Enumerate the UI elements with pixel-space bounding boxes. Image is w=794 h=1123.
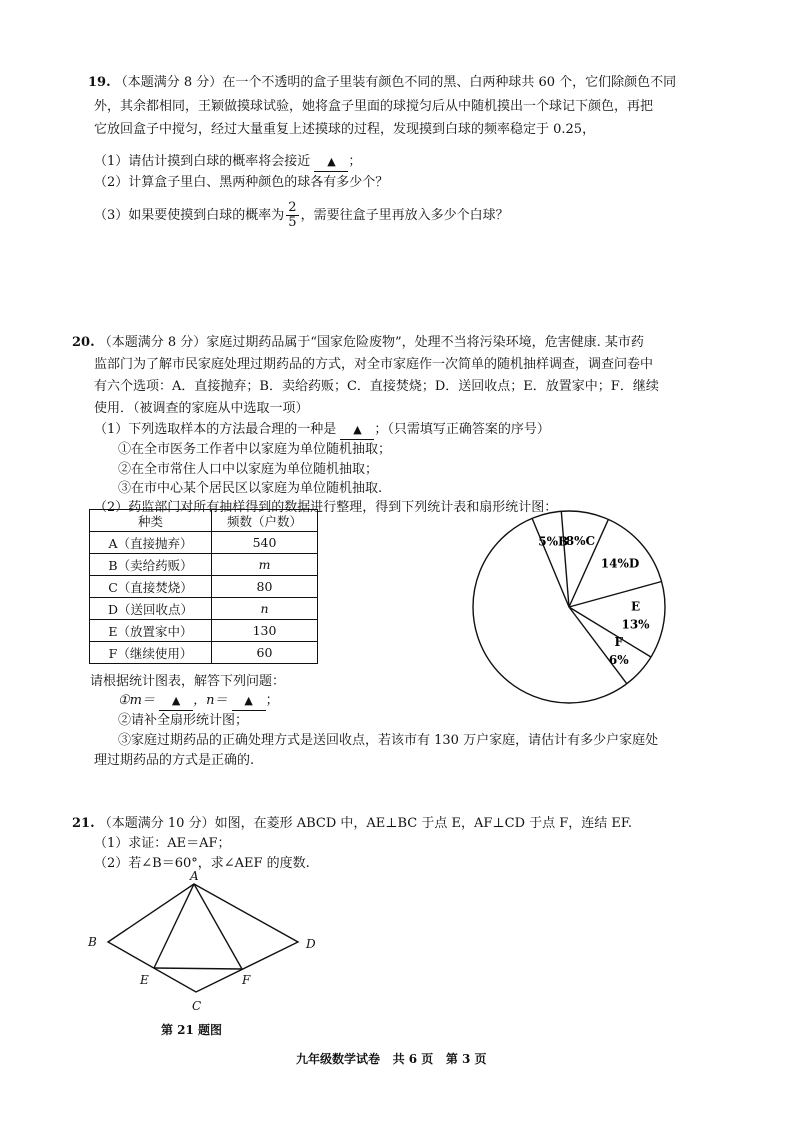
table-row (90, 642, 318, 664)
q19-fraction (286, 201, 298, 230)
q21-part2: （2）若∠B＝60°，求∠AEF 的度数. (94, 856, 310, 871)
q19-part2: （2）计算盒子里白、黑两种颜色的球各有多少个？ (94, 175, 389, 190)
label-b: B (88, 935, 97, 949)
table-cell: m (212, 554, 318, 576)
m-answer-blank[interactable]: ▲ (159, 692, 193, 711)
table-cell: n (212, 598, 318, 620)
page-footer (296, 1050, 487, 1068)
q20-sub2: ②请补全扇形统计图； (118, 713, 249, 728)
q19-part1-end: ； (348, 154, 362, 169)
q21-line-1 (72, 815, 632, 833)
q20-sub3-2: 理过期药品的方式是正确的. (94, 753, 255, 768)
q20-stem-1: 家庭过期药品属于“国家危险废物”，处理不当将污染环境，危害健康. 某市药 (206, 335, 644, 350)
table-cell: B（卖给药贩） (90, 554, 212, 576)
q19-stem-3: 它放回盒子中搅匀，经过大量重复上述摸球的过程，发现摸到白球的频率稳定于 0.25， (94, 122, 596, 137)
pie-label-b: 5%B (538, 534, 569, 549)
table-cell: 60 (212, 642, 318, 664)
q21-number: 21. (72, 816, 95, 831)
q20-answer-blank[interactable]: ▲ (340, 421, 374, 440)
q20-option-1: ①在全市医务工作者中以家庭为单位随机抽取； (118, 442, 392, 457)
label-f: F (242, 973, 251, 987)
table-header-freq: 频数（户数） (212, 510, 318, 532)
table-row (90, 532, 318, 554)
q20-number: 20. (72, 335, 95, 350)
table-cell: 540 (212, 532, 318, 554)
pie-percent-e: 13% (621, 617, 650, 632)
table-cell: D（送回收点） (90, 598, 212, 620)
q19-part1 (94, 153, 361, 172)
figure-caption: 第 21 题图 (161, 1023, 223, 1037)
q19-part3-post: ，需要往盒子里再放入多少个白球？ (300, 208, 509, 223)
q21-part1: （1）求证：AE＝AF； (94, 836, 231, 851)
q20-part1-note: ；（只需填写正确答案的序号） (374, 422, 550, 437)
table-header-type: 种类 (90, 510, 212, 532)
q21-stem: 如图，在菱形 ABCD 中，AE⊥BC 于点 E，AF⊥CD 于点 F，连结 EF. (214, 816, 633, 831)
label-c: C (192, 999, 202, 1013)
q20-sub1-end: ； (265, 693, 279, 708)
fraction-denominator: 5 (288, 215, 297, 230)
footer-subject: 九年级数学试卷 (296, 1052, 381, 1066)
q20-part1 (94, 421, 550, 440)
label-e: E (140, 973, 149, 987)
table-row (90, 554, 318, 576)
table-cell: A（直接抛弃） (90, 532, 212, 554)
q19-part3 (94, 198, 509, 234)
q20-sub1-n: ，n＝ (193, 693, 228, 708)
segment-ae (154, 884, 194, 968)
fraction-numerator: 2 (288, 200, 297, 215)
q20-stem-2: 监部门为了解市民家庭处理过期药品的方式，对全市家庭作一次简单的随机抽样调查，调查问卷中 (94, 357, 654, 372)
pie-label-e: E (630, 599, 641, 614)
rhombus-figure (84, 868, 324, 1018)
q20-sub1-m: ①m＝ (118, 693, 155, 708)
q20-line-1 (72, 334, 644, 352)
q20-stem-4: 使用．（被调查的家庭从中选取一项） (94, 401, 309, 416)
table-cell: C（直接焚烧） (90, 576, 212, 598)
frequency-table (89, 509, 318, 664)
label-d: D (306, 937, 316, 951)
q19-score: （本题满分 8 分） (114, 75, 223, 90)
table-header-row (90, 510, 318, 532)
pie-chart (458, 510, 678, 710)
footer-page: 第 3 页 (445, 1052, 487, 1066)
q19-part1-text: （1）请估计摸到白球的概率将会接近 (94, 154, 311, 169)
label-a: A (190, 869, 199, 883)
table-row (90, 598, 318, 620)
q20-part1-text: （1）下列选取样本的方法最合理的一种是 (94, 422, 337, 437)
q20-follow: 请根据统计图表，解答下列问题： (90, 674, 286, 689)
q20-score: （本题满分 8 分） (98, 335, 207, 350)
q20-part2: （2）药监部门对所有抽样得到的数据进行整理，得到下列统计表和扇形统计图： (94, 500, 558, 515)
q19-stem-2: 外，其余都相同，王颖做摸球试验，她将盒子里面的球搅匀后从中随机摸出一个球记下颜色，再把 (94, 99, 654, 114)
footer-total: 共 6 页 (392, 1052, 434, 1066)
q19-answer-blank[interactable]: ▲ (314, 153, 348, 172)
table-row (90, 576, 318, 598)
q19-number: 19. (88, 75, 111, 90)
pie-label-d: 14%D (600, 556, 640, 571)
q20-stem-3: 有六个选项：A．直接抛弃；B．卖给药贩；C．直接焚烧；D．送回收点；E．放置家中；F．继续 (94, 379, 659, 394)
q20-sub1 (118, 692, 279, 711)
pie-slice-boundary (569, 582, 662, 607)
table-cell: E（放置家中） (90, 620, 212, 642)
table-cell: 80 (212, 576, 318, 598)
q19-part3-pre: （3）如果要使摸到白球的概率为 (94, 208, 285, 223)
pie-slice-boundary (569, 607, 651, 657)
table-row (90, 620, 318, 642)
q20-sub3-1: ③家庭过期药品的正确处理方式是送回收点，若该市有 130 万户家庭，请估计有多少户家庭处 (118, 733, 659, 748)
q20-option-3: ③在市中心某个居民区以家庭为单位随机抽取. (118, 481, 383, 496)
pie-percent-f: 6% (608, 653, 629, 668)
q19-stem-1: 在一个不透明的盒子里装有颜色不同的黑、白两种球共 60 个，它们除颜色不同 (222, 75, 677, 90)
q21-score: （本题满分 10 分） (98, 816, 215, 831)
q20-option-2: ②在全市常住人口中以家庭为单位随机抽取； (118, 462, 379, 477)
pie-label-c: 8%C (565, 533, 596, 548)
table-cell: F（继续使用） (90, 642, 212, 664)
n-answer-blank[interactable]: ▲ (232, 692, 266, 711)
segment-ef (154, 968, 242, 969)
q19-line-1 (88, 74, 676, 92)
table-cell: 130 (212, 620, 318, 642)
pie-label-f: F (614, 635, 624, 650)
